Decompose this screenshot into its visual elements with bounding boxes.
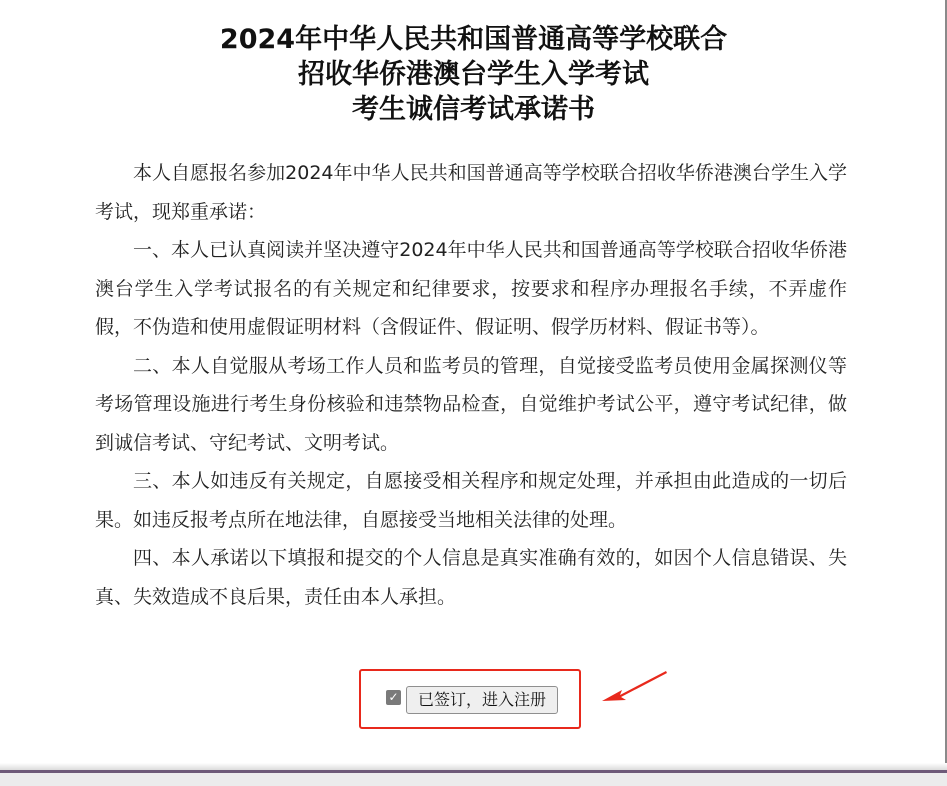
pledge-item-1: 一、本人已认真阅读并坚决遵守2024年中华人民共和国普通高等学校联合招收华侨港澳台学生入学考试报名的有关规定和纪律要求，按要求和程序办理报名手续，不弄虚作假，不伪造和使用虚假证明材料（含假证件、假证明、假学历材料、假证书等）。 (95, 239, 847, 338)
enter-registration-button[interactable]: 已签订，进入注册 (406, 686, 558, 714)
pledge-item-4: 四、本人承诺以下填报和提交的个人信息是真实准确有效的，如因个人信息错误、失真、失效造成不良后果，责任由本人承担。 (95, 547, 847, 608)
annotation-arrow-icon (600, 668, 670, 708)
page-title (0, 22, 947, 127)
pledge-intro: 本人自愿报名参加2024年中华人民共和国普通高等学校联合招收华侨港澳台学生入学考试，现郑重承诺： (95, 162, 847, 223)
pledge-item-3: 三、本人如违反有关规定，自愿接受相关程序和规定处理，并承担由此造成的一切后果。如违反报考点所在地法律，自愿接受当地相关法律的处理。 (95, 470, 847, 531)
title-line-2: 招收华侨港澳台学生入学考试 (298, 59, 649, 90)
pledge-content (95, 154, 847, 616)
agree-checkbox[interactable]: ✓ (386, 690, 401, 705)
title-line-3: 考生诚信考试承诺书 (352, 94, 595, 125)
footer-shadow (0, 763, 947, 770)
footer-area (0, 773, 947, 786)
title-line-1: 2024年中华人民共和国普通高等学校联合 (219, 24, 728, 55)
pledge-item-2: 二、本人自觉服从考场工作人员和监考员的管理，自觉接受监考员使用金属探测仪等考场管理设施进行考生身份核验和违禁物品检查，自觉维护考试公平，遵守考试纪律，做到诚信考试、守纪考试、文明考试。 (95, 354, 847, 454)
